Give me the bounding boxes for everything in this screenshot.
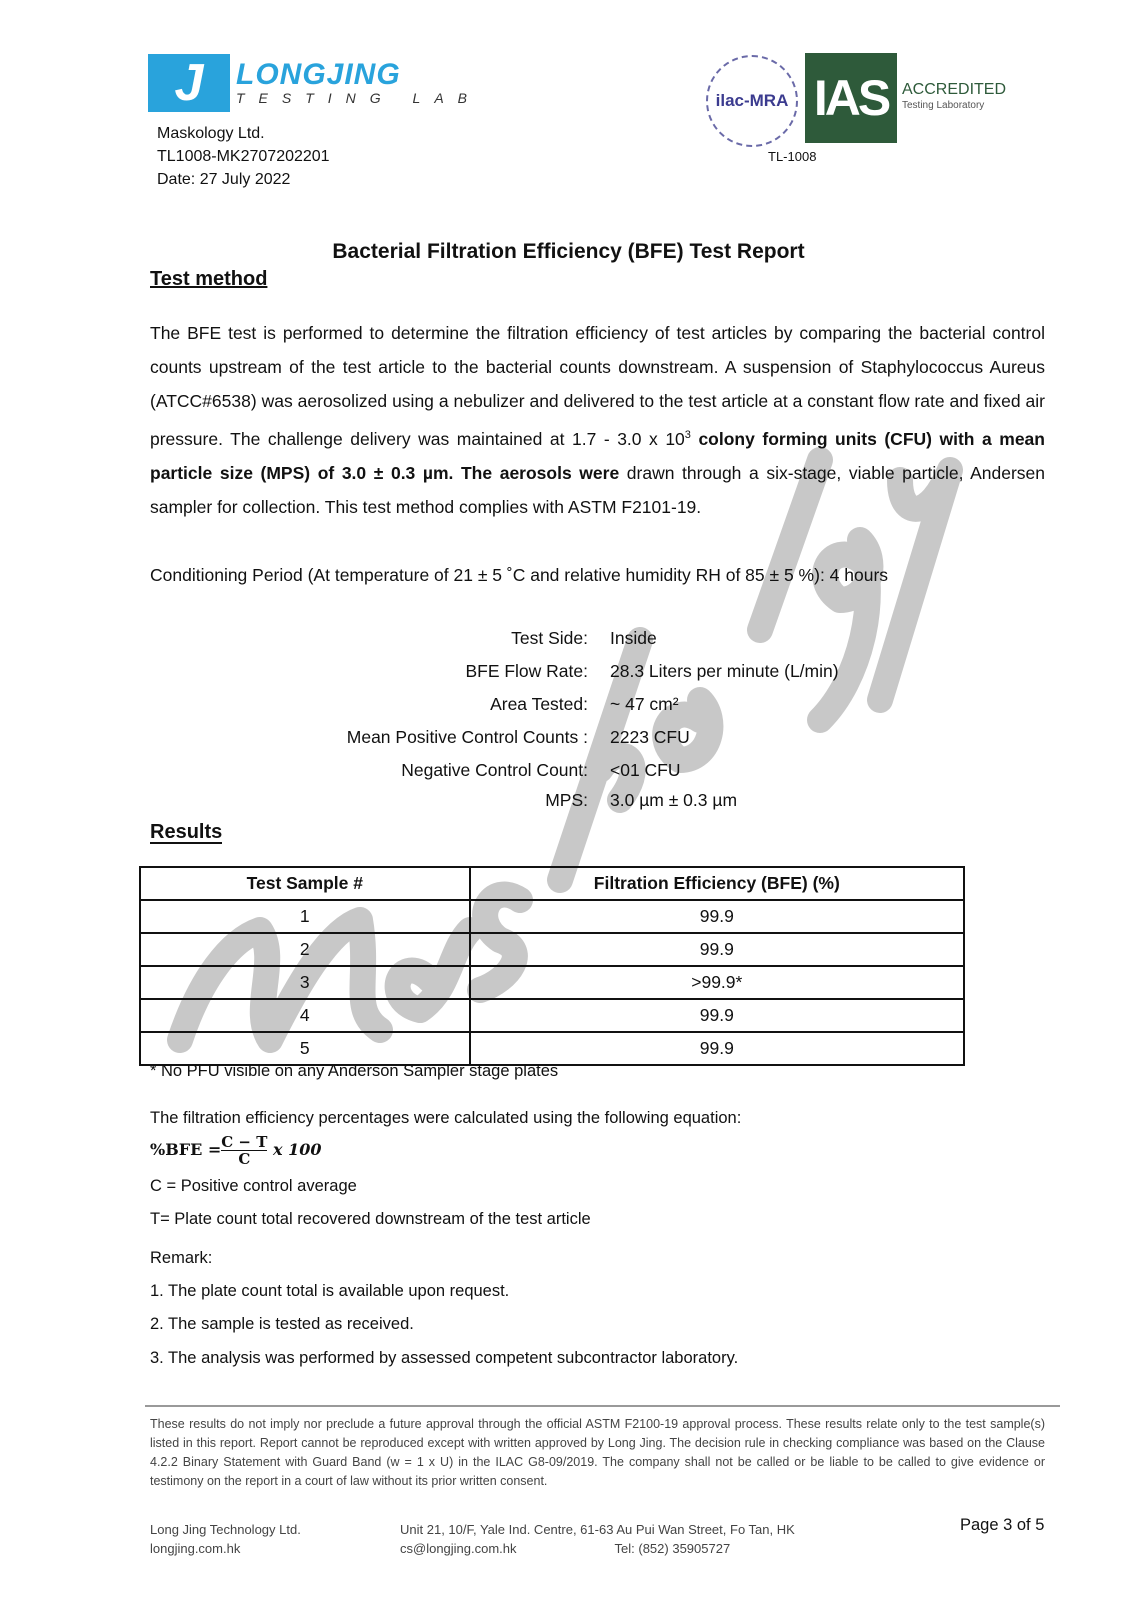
footer-company [150, 1520, 301, 1558]
param-value: 3.0 µm ± 0.3 µm [610, 790, 738, 810]
telephone: Tel: (852) 35905727 [614, 1541, 731, 1556]
table-row [140, 933, 964, 966]
report-date: Date: 27 July 2022 [157, 171, 291, 188]
website-link: longjing.com.hk [150, 1541, 241, 1556]
method-paragraph [150, 316, 1045, 524]
logo-mark: J [148, 54, 230, 112]
bfe-cell: 99.9 [470, 933, 964, 966]
footer-address [400, 1520, 795, 1558]
page-title: Bacterial Filtration Efficiency (BFE) Test Report [332, 240, 805, 263]
test-parameters [0, 628, 1137, 823]
cert-number: TL-1008 [768, 149, 817, 164]
param-label: BFE Flow Rate: [465, 661, 588, 681]
method-bold-text: colony forming units (CFU) with a mean particle size (MPS) of 3.0 ± 0.3 µm. The aerosols were [150, 428, 1045, 483]
param-label: Test Side: [511, 628, 588, 648]
logo-name: LONGJING [236, 58, 401, 91]
eq-rhs: x 100 [272, 1140, 322, 1159]
test-method-heading: Test method [150, 268, 268, 290]
accredited-sub: Testing Laboratory [902, 100, 985, 111]
address: Unit 21, 10/F, Yale Ind. Centre, 61-63 Au Pui Wan Street, Fo Tan, HK [400, 1522, 795, 1537]
param-label: Mean Positive Control Counts : [346, 727, 588, 747]
client-info [157, 122, 330, 191]
ias-logo: IAS [805, 53, 897, 143]
page-number: Page 3 of 5 [960, 1516, 1045, 1534]
table-row [140, 1032, 964, 1065]
col-header-sample: Test Sample # [140, 867, 470, 900]
bfe-cell: 99.9 [470, 900, 964, 933]
accredited-label [902, 82, 1006, 114]
table-row [140, 966, 964, 999]
param-label: Area Tested: [490, 694, 588, 714]
table-row [140, 999, 964, 1032]
param-value: <01 CFU [610, 760, 681, 780]
table-row [140, 900, 964, 933]
remark-item: 1. The plate count total is available upon request. [150, 1282, 510, 1300]
bfe-cell: >99.9* [470, 966, 964, 999]
exponent: 3 [684, 429, 691, 441]
sample-cell: 1 [140, 900, 470, 933]
remark-heading: Remark: [150, 1249, 213, 1267]
method-text: The BFE test is performed to determine the filtration efficiency of test articles by comparing the bacterial control counts upstream of the test article to the bacterial counts downstream. A suspension of Staphylococcus Aureus (ATCC#6538) was aerosolized using a nebulizer and delivered to the test article at a constant flow rate and fixed air pressure. The challenge delivery was maintained at 1.7 - 3.0 x 10 [150, 323, 1045, 449]
logo-sub: TESTING LAB [236, 90, 482, 106]
remark-item: 2. The sample is tested as received. [150, 1315, 414, 1333]
ilac-mra-logo: ilac-MRA [706, 55, 798, 147]
param-value: 28.3 Liters per minute (L/min) [610, 661, 839, 681]
param-value: ~ 47 cm² [610, 694, 679, 714]
email: cs@longjing.com.hk [400, 1541, 517, 1556]
t-definition: T= Plate count total recovered downstream of the test article [150, 1210, 591, 1228]
results-heading: Results [150, 821, 223, 843]
report-number: TL1008-MK2707202201 [157, 148, 330, 165]
param-value: 2223 CFU [610, 727, 690, 747]
sample-cell: 4 [140, 999, 470, 1032]
client-name: Maskology Ltd. [157, 125, 265, 142]
bfe-cell: 99.9 [470, 999, 964, 1032]
equation-intro: The filtration efficiency percentages were calculated using the following equation: [150, 1109, 742, 1127]
param-value: Inside [610, 628, 657, 648]
col-header-bfe: Filtration Efficiency (BFE) (%) [470, 867, 964, 900]
remark-item: 3. The analysis was performed by assessed competent subcontractor laboratory. [150, 1349, 739, 1367]
param-label: Negative Control Count: [401, 760, 588, 780]
sample-cell: 3 [140, 966, 470, 999]
eq-numerator: C − T [221, 1133, 268, 1151]
divider [145, 1405, 1060, 1407]
results-table [139, 866, 965, 1066]
conditioning-period: Conditioning Period (At temperature of 21 ± 5 ˚C and relative humidity RH of 85 ± 5 %): 4 hours [150, 565, 889, 585]
sample-cell: 2 [140, 933, 470, 966]
param-label: MPS: [545, 790, 588, 810]
disclaimer: These results do not imply nor preclude a future approval through the official ASTM F2100-19 approval process. These results relate only to the test sample(s) listed in this report. Report cannot be reproduced except with written approved by Long Jing. The decision rule in checking compliance was based on the Clause 4.2.2 Binary Statement with Guard Band (w = 1 x U) in the ILAC G8-09/2019. The company shall not be called or be liable to be called to give evidence or testimony on the report in a court of law without its prior written consent. [150, 1417, 1045, 1488]
longjing-logo [148, 54, 481, 112]
method-text-end: drawn through a six-stage, viable particle, Andersen sampler for collection. This test method complies with ASTM F2101-19. [150, 462, 1045, 517]
eq-lhs: %BFE = [150, 1140, 222, 1159]
eq-denominator: C [238, 1150, 251, 1168]
bfe-cell: 99.9 [470, 1032, 964, 1065]
bfe-equation [150, 1134, 321, 1167]
table-footnote: * No PFU visible on any Anderson Sampler stage plates [150, 1062, 559, 1080]
c-definition: C = Positive control average [150, 1177, 357, 1195]
sample-cell: 5 [140, 1032, 470, 1065]
company-name: Long Jing Technology Ltd. [150, 1522, 301, 1537]
accredited-text: ACCREDITED [902, 81, 1007, 98]
